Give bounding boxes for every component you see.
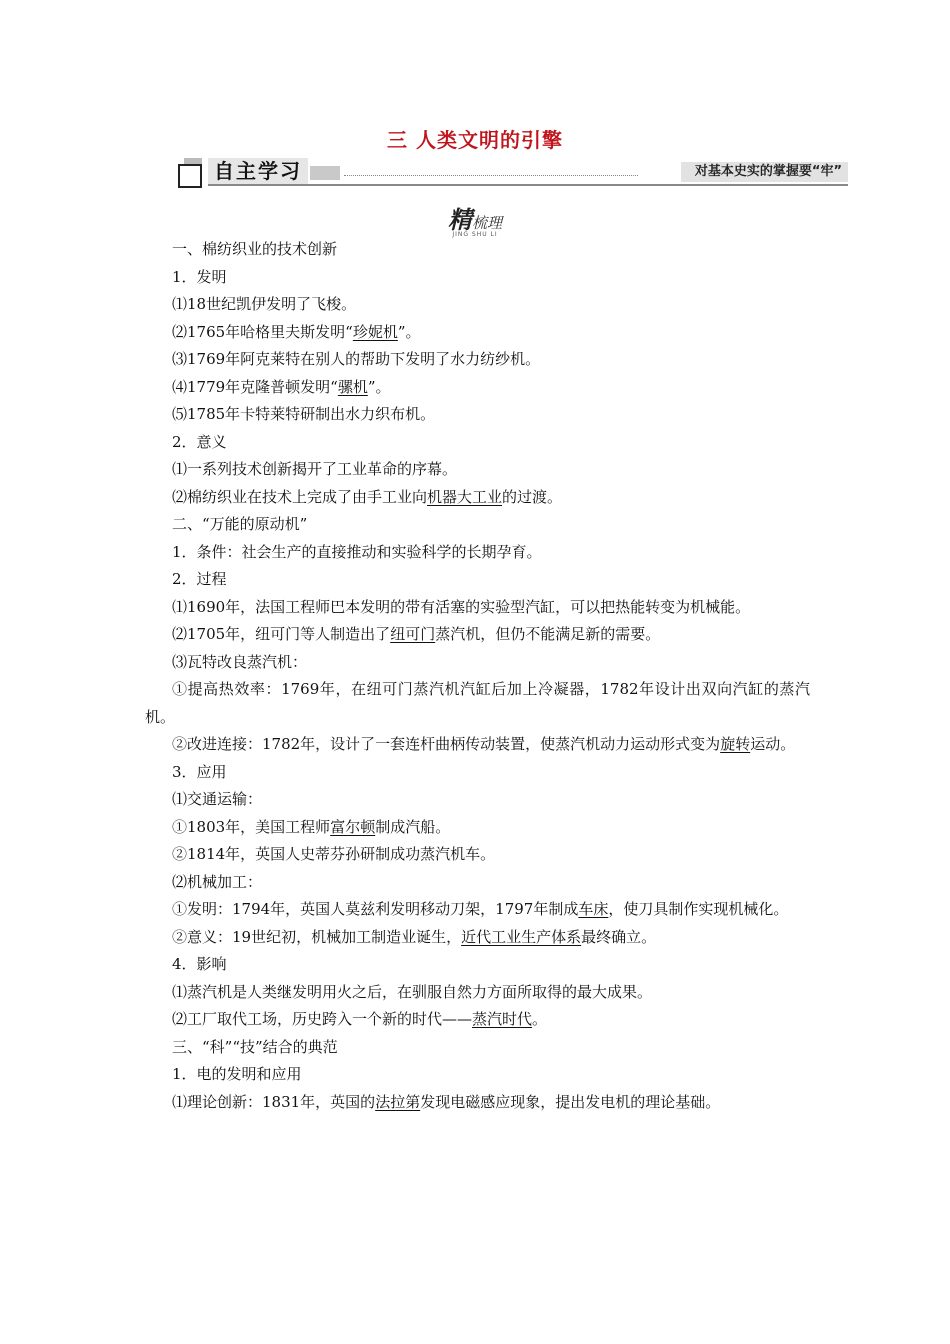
text-run: 一、棉纺织业的技术创新 (172, 240, 338, 258)
body-text (145, 236, 810, 1116)
text-run: ⑴理论创新：1831年，英国的 (172, 1092, 376, 1111)
paragraph (145, 566, 810, 594)
paragraph (145, 841, 810, 869)
banner-square-icon (178, 164, 202, 188)
text-run: 三、“科”“技”结合的典范 (172, 1037, 338, 1056)
text-run: ⑵棉纺织业在技术上完成了由手工业向 (172, 487, 428, 506)
underlined-answer: 车床 (578, 900, 609, 918)
logo-big-char: 精 (447, 205, 472, 234)
text-run: 的过渡。 (502, 487, 563, 506)
underlined-answer: 旋转 (720, 735, 751, 753)
text-run: 3．应用 (172, 762, 227, 781)
text-run: ②1814年，英国人史蒂芬孙研制成功蒸汽机车。 (172, 845, 496, 863)
text-run: ②改进连接：1782年，设计了一套连杆曲柄传动装置，使蒸汽机动力运动形式变为 (172, 735, 721, 753)
underlined-answer: 法拉第 (375, 1092, 421, 1111)
text-run: ”。 (397, 322, 421, 341)
paragraph (145, 869, 810, 897)
text-run: ⑴一系列技术创新揭开了工业革命的序幕。 (172, 460, 458, 478)
paragraph (145, 951, 810, 979)
text-run: 最终确立。 (581, 927, 657, 946)
paragraph (145, 1061, 810, 1089)
text-run: 2．意义 (172, 432, 227, 451)
logo-small-text: 梳理 (471, 214, 502, 232)
paragraph (145, 594, 810, 622)
text-run: 1．电的发明和应用 (172, 1065, 302, 1083)
paragraph (145, 374, 810, 402)
text-run: 制成汽船。 (375, 817, 451, 836)
text-run: ，使刀具制作实现机械化。 (608, 900, 789, 918)
text-run: ⑷1779年克隆普顿发明“ (172, 377, 338, 396)
paragraph (145, 924, 810, 952)
text-run: 蒸汽机，但仍不能满足新的需要。 (435, 625, 661, 643)
text-run: ⑶1769年阿克莱特在别人的帮助下发明了水力纺纱机。 (172, 350, 541, 368)
paragraph (145, 236, 810, 264)
text-run: ①发明：1794年，英国人莫兹利发明移动刀架，1797年制成 (172, 900, 579, 918)
banner-dotted-line (344, 175, 638, 176)
page-title: 三 人类文明的引擎 (387, 128, 563, 152)
text-run: ⑴交通运输： (172, 790, 263, 808)
paragraph (145, 1034, 810, 1062)
paragraph (145, 264, 810, 292)
text-run: ②意义：19世纪初，机械加工制造业诞生， (172, 927, 462, 946)
banner-shade (310, 166, 340, 180)
paragraph (145, 731, 810, 759)
paragraph (145, 1006, 810, 1034)
text-run: 二、“万能的原动机” (172, 515, 308, 533)
text-run: ⑵机械加工： (172, 872, 263, 891)
text-run: 4．影响 (172, 955, 227, 973)
paragraph (145, 649, 810, 677)
paragraph (145, 346, 810, 374)
banner-rule (208, 184, 848, 186)
underlined-answer: 珍妮机 (352, 322, 398, 341)
logo-pinyin: JING SHU LI (452, 231, 498, 238)
text-run: ⑵工厂取代工场，历史跨入一个新的时代—— (172, 1010, 473, 1028)
paragraph (145, 319, 810, 347)
text-run: ⑴蒸汽机是人类继发明用火之后，在驯服自然力方面所取得的最大成果。 (172, 982, 653, 1001)
text-run: 1．发明 (172, 267, 227, 286)
text-run: ⑸1785年卡特莱特研制出水力织布机。 (172, 405, 436, 423)
underlined-answer: 蒸汽时代 (472, 1010, 533, 1028)
text-run: 。 (532, 1010, 548, 1028)
underlined-answer: 机器大工业 (427, 487, 503, 506)
paragraph (145, 896, 810, 924)
paragraph (145, 511, 810, 539)
text-run: 1．条件：社会生产的直接推动和实验科学的长期孕育。 (172, 542, 542, 561)
text-run: ⑵1765年哈格里夫斯发明“ (172, 322, 353, 341)
text-run: 运动。 (750, 735, 796, 753)
text-run: ⑵1705年，纽可门等人制造出了 (172, 625, 391, 643)
text-run: ⑴1690年，法国工程师巴本发明的带有活塞的实验型汽缸，可以把热能转变为机械能。 (172, 597, 751, 616)
paragraph (145, 291, 810, 319)
paragraph (145, 401, 810, 429)
underlined-answer: 纽可门 (390, 625, 436, 643)
underlined-answer: 近代工业生产体系 (461, 927, 582, 946)
paragraph (145, 979, 810, 1007)
paragraph (145, 484, 810, 512)
text-run: ⑶瓦特改良蒸汽机： (172, 652, 308, 671)
section-logo (0, 200, 950, 238)
paragraph (145, 676, 810, 731)
underlined-answer: 骡机 (337, 377, 368, 396)
paragraph (145, 621, 810, 649)
paragraph (145, 539, 810, 567)
paragraph (145, 814, 810, 842)
text-run: ①1803年，美国工程师 (172, 817, 331, 836)
banner-label: 自主学习 (208, 158, 308, 184)
text-run: 2．过程 (172, 570, 227, 588)
section-banner (178, 158, 848, 186)
paragraph (145, 1089, 810, 1117)
text-run: ①提高热效率：1769年，在纽可门蒸汽机汽缸后加上冷凝器，1782年设计出双向汽缸的蒸汽机。 (145, 680, 810, 726)
underlined-answer: 富尔顿 (330, 817, 376, 836)
text-run: ⑴18世纪凯伊发明了飞梭。 (172, 295, 357, 313)
paragraph (145, 429, 810, 457)
paragraph (145, 759, 810, 787)
paragraph (145, 786, 810, 814)
paragraph (145, 456, 810, 484)
text-run: ”。 (367, 377, 391, 396)
text-run: 发现电磁感应现象，提出发电机的理论基础。 (420, 1092, 721, 1111)
banner-subtitle: 对基本史实的掌握要“牢” (681, 162, 848, 182)
